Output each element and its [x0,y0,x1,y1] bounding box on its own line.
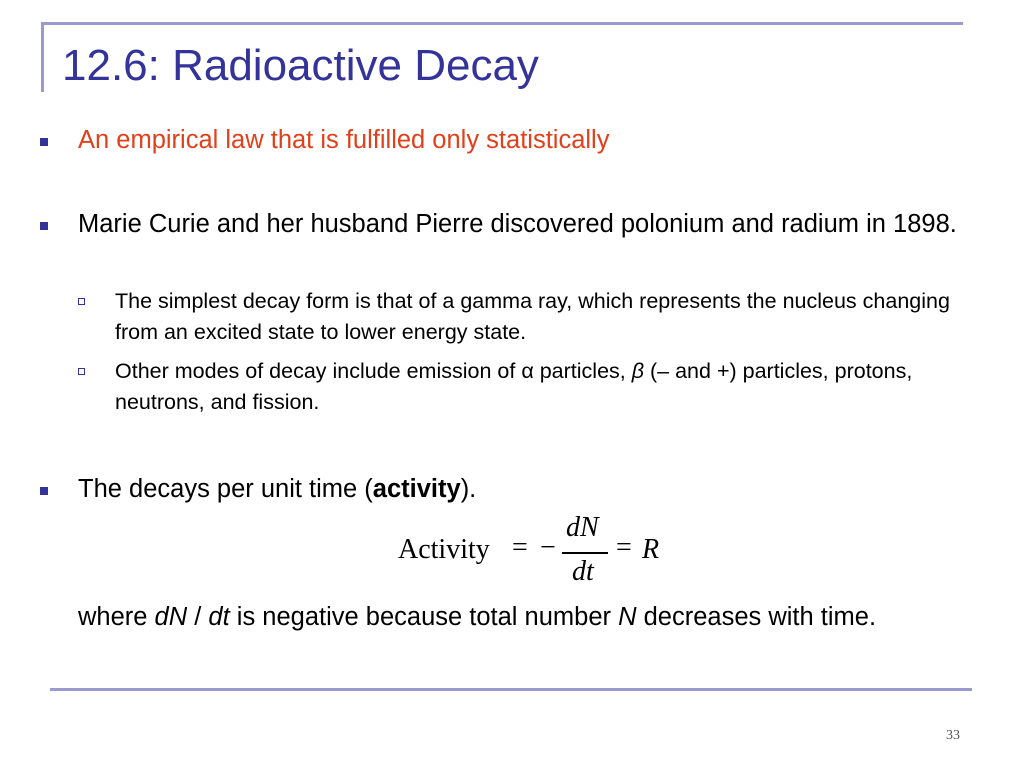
bullet-text: Marie Curie and her husband Pierre discovered polonium and radium in 1898. [78,210,957,238]
bullet-text-suffix: ). [460,475,477,503]
where-text-part: is negative because total number [229,603,619,631]
derivative-fraction [562,512,610,596]
sub-bullet-text [115,356,964,418]
where-text-part: / [187,603,209,631]
square-bullet-icon [40,222,48,230]
N-symbol: N [618,603,637,631]
bullet-text [78,473,994,506]
bullet-text: An empirical law that is fulfilled only statistically [78,126,610,154]
page-number: 33 [946,728,960,743]
hollow-square-bullet-icon [78,298,85,305]
where-text-part: where [78,603,155,631]
fraction-numerator: dN [566,512,599,543]
fraction-denominator: dt [572,556,594,587]
activity-term: activity [372,475,461,503]
equation-lhs: Activity [398,534,490,565]
frame-left-line [41,22,44,92]
bullet-text-prefix: The decays per unit time ( [78,475,373,503]
where-text-part: decreases with time. [636,603,877,631]
dt-symbol: dt [208,603,230,631]
sub-bullet-text-suffix: (– and +) particles, protons, neutrons, and fission. [115,359,913,414]
slide-title: 12.6: Radioactive Decay [62,41,539,90]
equals-sign: = [512,532,528,563]
sub-bullet-text: The simplest decay form is that of a gamma ray, which represents the nucleus changing from an excited state to lower energy state. [115,289,950,344]
equation-rhs: R [642,534,660,565]
frame-top-line [41,22,963,25]
minus-sign: − [540,532,556,563]
activity-equation [398,512,698,596]
frame-bottom-line [50,688,972,691]
equals-sign: = [616,532,632,563]
dN-symbol: dN [154,603,188,631]
fraction-bar [562,552,608,554]
beta-symbol: β [631,359,645,383]
sub-bullet-text-prefix: Other modes of decay include emission of α particles, [115,359,632,383]
where-explanation [78,600,964,635]
hollow-square-bullet-icon [78,368,85,375]
square-bullet-icon [40,487,48,495]
square-bullet-icon [40,138,48,146]
